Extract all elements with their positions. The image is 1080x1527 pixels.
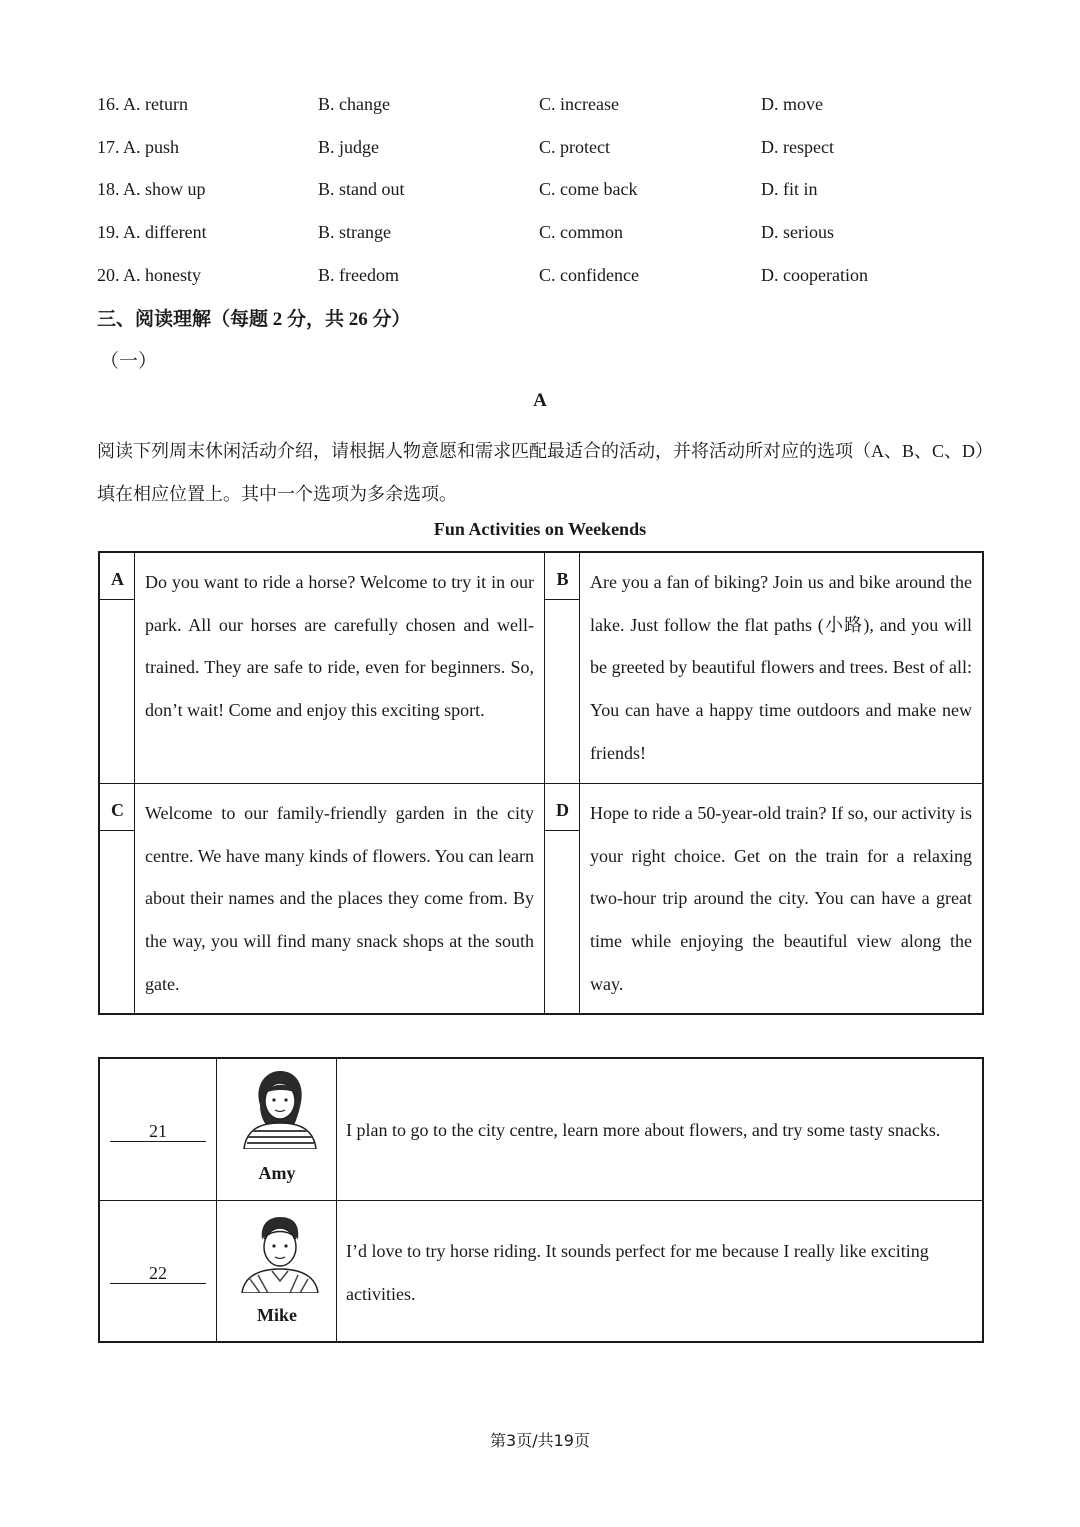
- table-caption: Fun Activities on Weekends: [433, 519, 647, 539]
- option-d: D. cooperation: [761, 265, 868, 285]
- option-b: B. change: [318, 94, 390, 114]
- option-a: 18. A. show up: [97, 179, 206, 199]
- table-divider: [100, 1200, 982, 1201]
- person-quote: I’d love to try horse riding. It sounds perfect for me because I really like exciting activities.: [346, 1241, 929, 1304]
- part-letter: A: [533, 390, 547, 411]
- option-a: 19. A. different: [97, 222, 207, 242]
- person-name: Mike: [257, 1305, 297, 1325]
- option-d: D. serious: [761, 222, 834, 242]
- section-title: 三、阅读理解（每题 2 分，共 26 分）: [97, 309, 411, 330]
- option-row-16: [0, 94, 1080, 118]
- option-b: B. strange: [318, 222, 391, 242]
- activity-key-b: B: [545, 560, 580, 600]
- activity-key-d: D: [545, 791, 580, 831]
- option-d: D. move: [761, 94, 823, 114]
- option-a: 20. A. honesty: [97, 265, 202, 285]
- option-row-17: [0, 137, 1080, 161]
- activity-key-c: C: [100, 791, 135, 831]
- person-quote: I plan to go to the city centre, learn more about flowers, and try some tasty snacks.: [346, 1120, 941, 1140]
- table-divider: [100, 783, 982, 784]
- option-c: C. increase: [539, 94, 619, 114]
- boy-portrait-icon: [238, 1209, 320, 1293]
- option-a: 16. A. return: [97, 94, 188, 114]
- instruction-text: 阅读下列周末休闲活动介绍，请根据人物意愿和需求匹配最适合的活动，并将活动所对应的选项（A、B、C、D）填在相应位置上。其中一个选项为多余选项。: [97, 441, 985, 504]
- people-table: [98, 1057, 984, 1343]
- activity-text-b: Are you a fan of biking? Join us and bike around the lake. Just follow the flat paths (小路), and you will be greeted by beautiful flowers and trees. Best of all: You can have a happy time outdoors and make new friends!: [590, 572, 972, 763]
- option-a: 17. A. push: [97, 137, 180, 157]
- option-c: C. come back: [539, 179, 638, 199]
- activity-text-a: Do you want to ride a horse? Welcome to try it in our park. All our horses are carefully chosen and well-trained. They are safe to ride, even for beginners. So, don’t wait! Come and enjoy this exciting sport.: [145, 572, 534, 721]
- activity-key-a: A: [100, 560, 135, 600]
- page-footer: 第3页/共19页: [490, 1431, 590, 1450]
- activity-text-d: Hope to ride a 50-year-old train? If so, our activity is your right choice. Get on the train for a relaxing two-hour trip around the city. You can have a great time while enjoying the beautiful view along the way.: [590, 803, 972, 994]
- section-subtitle: （一）: [100, 351, 158, 372]
- option-d: D. respect: [761, 137, 834, 157]
- activities-table: [98, 551, 984, 1015]
- person-name: Amy: [258, 1163, 296, 1183]
- answer-blank-21[interactable]: 21: [110, 1121, 206, 1142]
- option-d: D. fit in: [761, 179, 818, 199]
- answer-blank-22[interactable]: 22: [110, 1263, 206, 1284]
- option-b: B. stand out: [318, 179, 405, 199]
- option-c: C. common: [539, 222, 623, 242]
- option-c: C. confidence: [539, 265, 639, 285]
- option-row-19: [0, 222, 1080, 246]
- girl-portrait-icon: [238, 1065, 320, 1149]
- activity-text-c: Welcome to our family-friendly garden in the city centre. We have many kinds of flowers. You can learn about their names and the places they come from. By the way, you will find many snack shops at the south gate.: [145, 803, 534, 994]
- option-b: B. judge: [318, 137, 379, 157]
- option-row-20: [0, 265, 1080, 289]
- option-row-18: [0, 179, 1080, 203]
- option-b: B. freedom: [318, 265, 399, 285]
- option-c: C. protect: [539, 137, 610, 157]
